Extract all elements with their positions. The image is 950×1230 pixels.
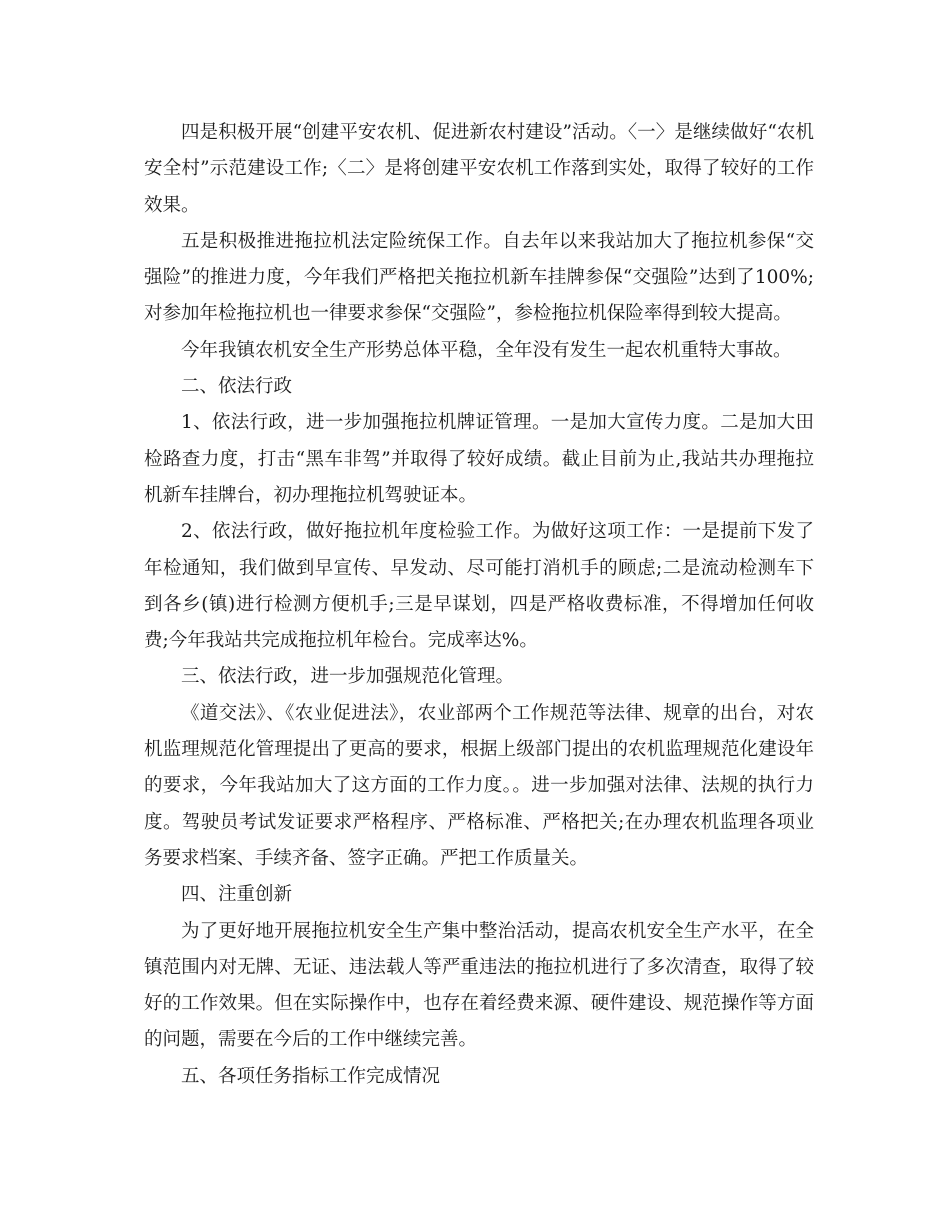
paragraph-annual-inspection: 2、依法行政，做好拖拉机年度检验工作。为做好这项工作：一是提前下发了年检通知，我们做到早宣传、早发动、尽可能打消机手的顾虑;二是流动检测车下到各乡(镇)进行检测方便机手;三是早谋划，四是严格收费标准，不得增加任何收费;今年我站共完成拖拉机年检台。完成率达%。 bbox=[144, 521, 814, 652]
paragraph-innovation-detail: 为了更好地开展拖拉机安全生产集中整治活动，提高农机安全生产水平，在全镇范围内对无牌、无证、违法载人等严重违法的拖拉机进行了多次清查，取得了较好的工作效果。但在实际操作中，也存在着经费来源、硬件建设、规范操作等方面的问题，需要在今后的工作中继续完善。 bbox=[144, 920, 814, 1051]
document-body bbox=[144, 115, 814, 1095]
section-heading-standardization: 三、依法行政，进一步加强规范化管理。 bbox=[181, 666, 515, 688]
section-heading-law-administration: 二、依法行政 bbox=[181, 376, 293, 398]
paragraph-activity-safe-agri-machinery: 四是积极开展“创建平安农机、促进新农村建设”活动。〈一〉是继续做好“农机安全村”示范建设工作;〈二〉是将创建平安农机工作落到实处，取得了较好的工作效果。 bbox=[144, 122, 814, 216]
paragraph-standardization-detail: 《道交法》、《农业促进法》，农业部两个工作规范等法律、规章的出台，对农机监理规范化管理提出了更高的要求，根据上级部门提出的农机监理规范化建设年的要求，今年我站加大了这方面的工作力度。。进一步加强对法律、法规的执行力度。驾驶员考试发证要求严格程序、严格标准、严格把关;在办理农机监理各项业务要求档案、手续齐备、签字正确。严把工作质量关。 bbox=[144, 702, 814, 869]
section-heading-task-completion: 五、各项任务指标工作完成情况 bbox=[181, 1065, 441, 1087]
paragraph-safety-summary: 今年我镇农机安全生产形势总体平稳，全年没有发生一起农机重特大事故。 bbox=[181, 339, 792, 361]
section-heading-innovation: 四、注重创新 bbox=[181, 884, 293, 906]
paragraph-license-management: 1、依法行政，进一步加强拖拉机牌证管理。一是加大宣传力度。二是加大田检路查力度，打击“黑车非驾”并取得了较好成绩。截止目前为止,我站共办理拖拉机新车挂牌台，初办理拖拉机驾驶证本。 bbox=[144, 412, 814, 506]
paragraph-tractor-insurance: 五是积极推进拖拉机法定险统保工作。自去年以来我站加大了拖拉机参保“交强险”的推进力度，今年我们严格把关拖拉机新车挂牌参保“交强险”达到了100%;对参加年检拖拉机也一律要求参保“交强险”，参检拖拉机保险率得到较大提高。 bbox=[144, 230, 814, 325]
